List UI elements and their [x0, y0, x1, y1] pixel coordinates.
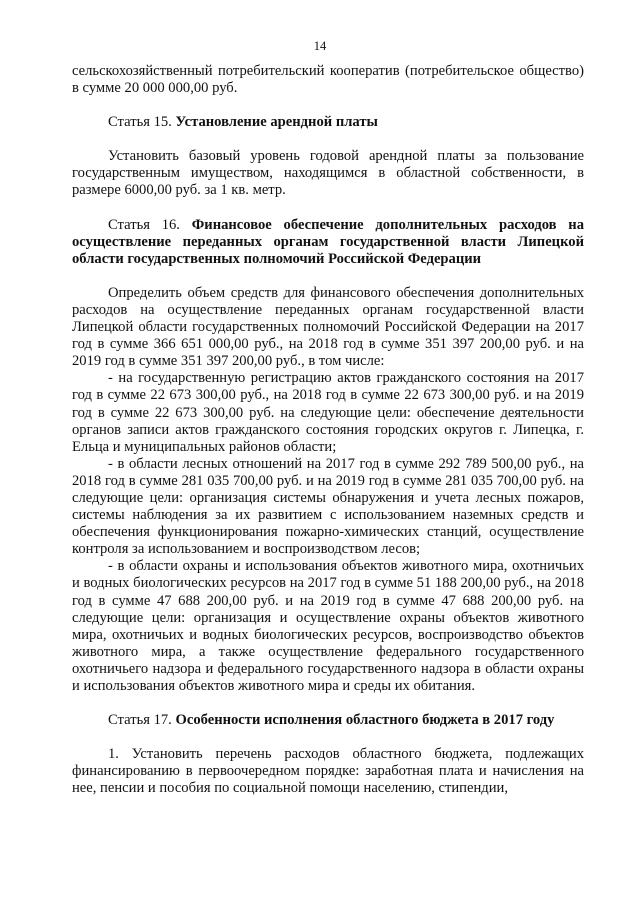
article-15-heading — [72, 114, 584, 131]
article-15-body: Установить базовый уровень годовой арендной платы за пользование государственным имуществом, находящимся в областной собственности, в размере 6000,00 руб. за 1 кв. метр. — [72, 148, 584, 199]
document-body — [72, 63, 584, 797]
article-17-heading — [72, 712, 584, 729]
article-16-item-2: - в области лесных отношений на 2017 год в сумме 292 789 500,00 руб., на 2018 год в сумме 281 035 700,00 руб. и на 2019 год в сумме 281 035 700,00 руб. на следующие цели: организация системы обнаружения и учета лесных пожаров, системы наблюдения за их развитием с использованием наземных средств и обеспечения функционирования пожарно-химических станций, осуществление контроля за использованием и воспроизводством лесов; — [72, 455, 584, 558]
paragraph-continuation: сельскохозяйственный потребительский кооператив (потребительское общество) в сумме 20 000 000,00 руб. — [72, 63, 584, 97]
article-16-title: Финансовое обеспечение дополнительных расходов на осуществление переданных органам государственной власти Липецкой области государственных полномочий Российской Федерации — [72, 216, 585, 267]
page-number: 14 — [313, 39, 327, 53]
article-17-body: 1. Установить перечень расходов областного бюджета, подлежащих финансированию в первоочередном порядке: заработная плата и начисления на нее, пенсии и пособия по социальной помощи населению, стипендии, — [72, 746, 584, 797]
article-16-body: Определить объем средств для финансового обеспечения дополнительных расходов на осуществление переданных органам государственной власти Липецкой области государственных полномочий Российской Федерации на 2017 год в сумме 366 651 000,00 руб., на 2018 год в сумме 351 397 200,00 руб. и на 2019 год в сумме 351 397 200,00 руб., в том числе: — [72, 284, 584, 370]
article-16-label: Статья 16. — [108, 216, 192, 233]
article-15-label: Статья 15. — [108, 114, 176, 131]
article-16-item-3: - в области охраны и использования объектов животного мира, охотничьих и водных биологических ресурсов на 2017 год в сумме 51 188 200,00 руб., на 2018 год в сумме 47 688 200,00 руб. и на 2019 год в сумме 47 688 200,00 руб. на следующие цели: организация и осуществление охраны объектов животного мира, охотничьих и водных биологических ресурсов, воспроизводство объектов животного мира, а также осуществление федерального государственного охотничьего надзора и федерального государственного надзора в области охраны и использования объектов животного мира и среды их обитания. — [72, 558, 584, 694]
article-17-label: Статья 17. — [108, 712, 176, 729]
article-16-heading — [72, 217, 584, 268]
article-16-item-1: - на государственную регистрацию актов гражданского состояния на 2017 год в сумме 22 673 300,00 руб., на 2018 год в сумме 22 673 300,00 руб. и на 2019 год в сумме 22 673 300,00 руб. на следующие цели: обеспечение деятельности органов записи актов гражданского состояния городских округов г. Липецка, г. Ельца и муниципальных районов области; — [72, 370, 584, 455]
article-17-title: Особенности исполнения областного бюджета в 2017 году — [175, 712, 555, 729]
article-15-title: Установление арендной платы — [175, 114, 378, 131]
